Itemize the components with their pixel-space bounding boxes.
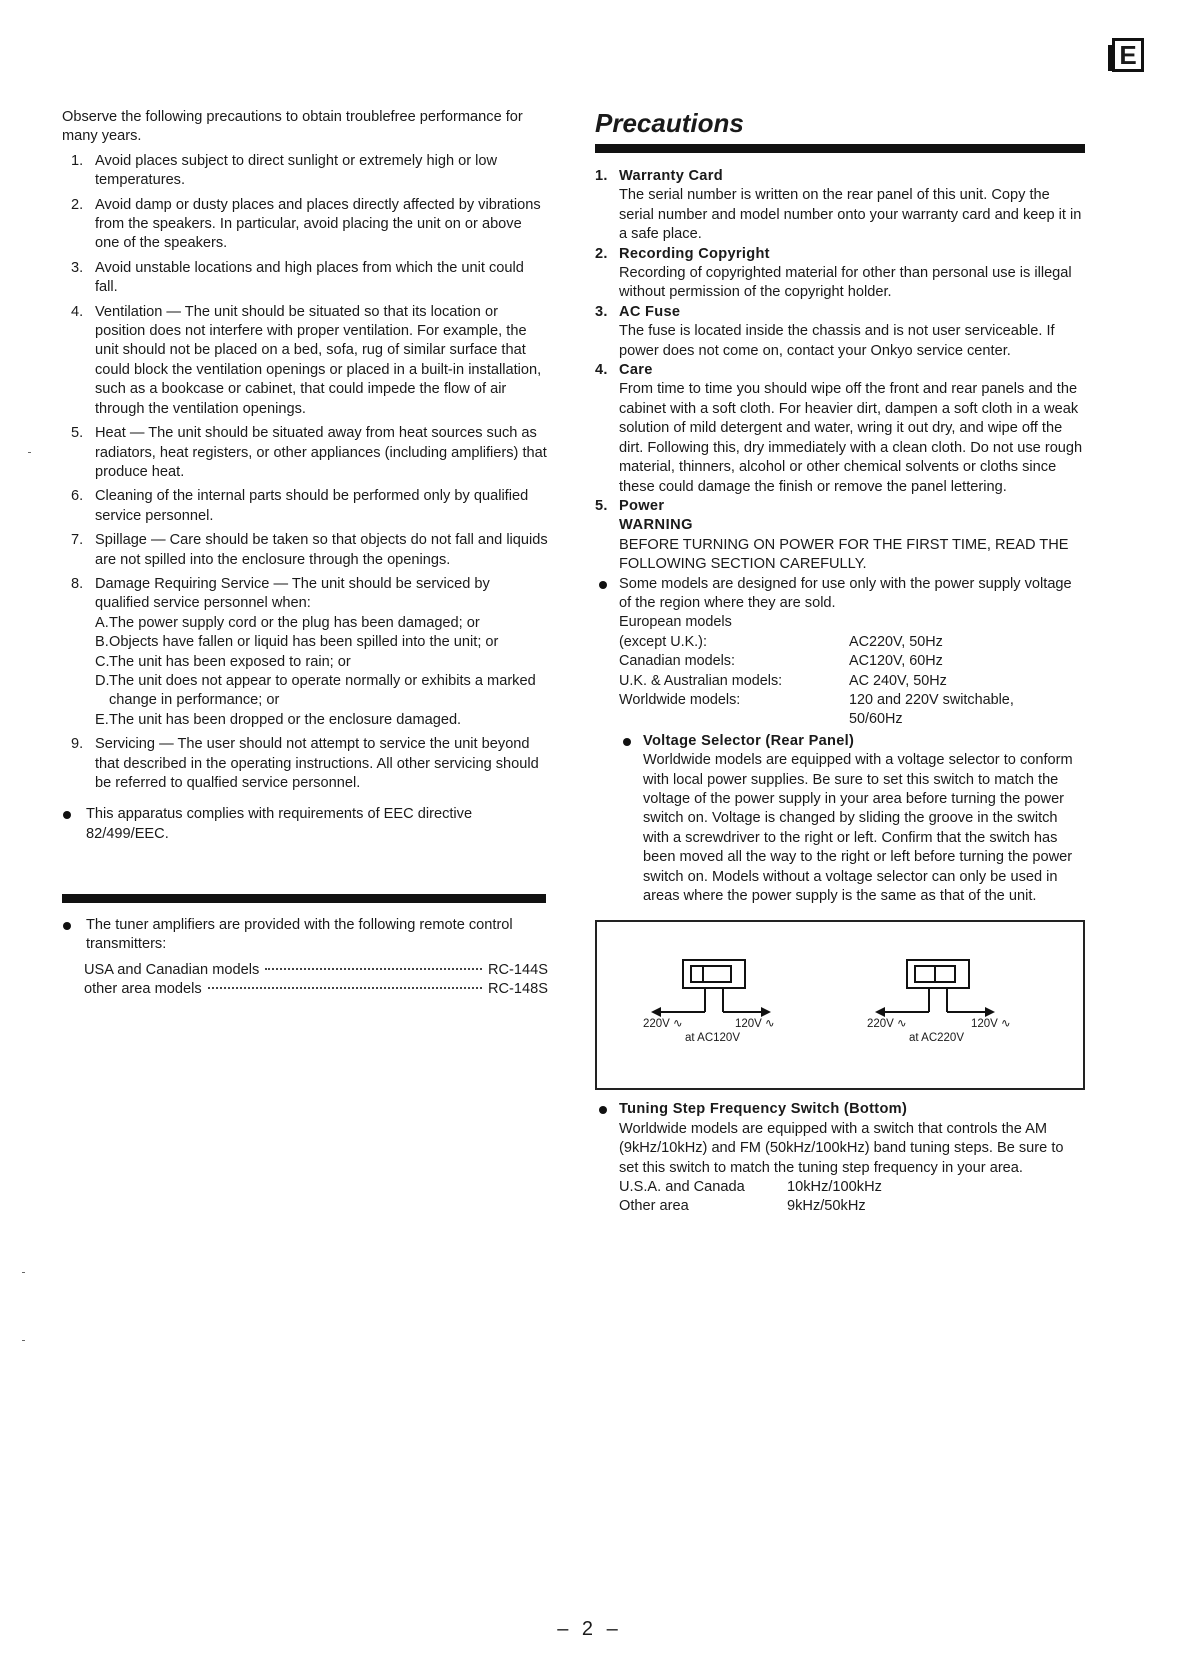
list-item: D. The unit does not appear to operate normally or exhibits a marked change in performance; or (95, 672, 536, 709)
page-title: Precautions (595, 108, 744, 138)
voltage-models-table (619, 613, 1029, 729)
list-item: B. Objects have fallen or liquid has been spilled into the unit; or (95, 634, 499, 651)
table-row: Worldwide models: 120 and 220V switchable, 50/60Hz (619, 691, 1014, 728)
remote-intro: The tuner amplifiers are provided with the following remote control transmitters: (62, 916, 548, 955)
switch-diagram-120v (643, 958, 843, 1078)
voltage-selector-diagram (595, 920, 1085, 1090)
list-item: 2. Avoid damp or dusty places and places directly affected by vibrations from the speakers. In particular, avoid placing the unit on or above one of the speakers. (71, 196, 541, 252)
list-item: 9. Servicing — The user should not attempt to service the unit beyond that described in the operating instructions. All other servicing should be referred to qualfied service personnel. (71, 736, 539, 791)
intro-text: Observe the following precautions to obtain troublefree performance for many years. (62, 109, 523, 145)
switch-caption: at AC120V (685, 1032, 740, 1045)
list-item: 6. Cleaning of the internal parts should be performed only by qualified service personnel. (71, 488, 529, 524)
left-column (62, 108, 548, 844)
list-item: E. The unit has been dropped or the enclosure damaged. (95, 711, 462, 728)
switch-label-220v: 220V ∿ (643, 1018, 683, 1031)
language-badge: E (1112, 38, 1144, 72)
section-divider (62, 894, 546, 903)
title-rule (595, 144, 1085, 153)
list-item: 4. Ventilation — The unit should be situated so that its location or position does not interfere with proper ventilation. For example, the unit should not be placed on a bed, sofa, rug of similar surface that could block the ventilation openings or placed in a built-in installation, such as a bookcase or cabinet, that could impede the flow of air through the ventilation openings. (71, 303, 542, 417)
list-item: 5. Heat — The unit should be situated away from heat sources such as radiators, heat registers, or other appliances (including amplifiers) that produce heat. (71, 425, 547, 480)
table-row: European models (619, 614, 732, 631)
switch-label-120v: 120V ∿ (971, 1018, 1011, 1031)
list-item: 7. Spillage — Care should be taken so that objects do not fall and liquids are not spilled into the enclosure through the openings. (71, 532, 548, 568)
table-row: U.K. & Australian models: AC 240V, 50Hz (619, 672, 947, 689)
page-number: – 2 – (557, 1618, 622, 1640)
section-ac-fuse: 3. AC Fuse The fuse is located inside the chassis and is not user serviceable. If power does not come on, contact your Onkyo service center. (595, 303, 1055, 359)
switch-label-120v: 120V ∿ (735, 1018, 775, 1031)
list-item: A. The power supply cord or the plug has been damaged; or (95, 614, 480, 631)
table-row: Canadian models: AC120V, 60Hz (619, 653, 943, 670)
section-recording-copyright: 2. Recording Copyright Recording of copyrighted material for other than personal use is illegal without permission of the copyright holder. (595, 245, 1072, 301)
remote-row: USA and Canadian models RC-144S (84, 961, 548, 978)
region-note: Some models are designed for use only with the power supply voltage of the region where they are sold. (595, 575, 1085, 614)
remote-control-block (62, 916, 548, 1000)
voltage-selector-note: Voltage Selector (Rear Panel) Worldwide models are equipped with a voltage selector to conform with local power supplies. Be sure to set this switch to match the voltage of the power supply in your area before turning the power switch on. Voltage is changed by sliding the groove in the switch with a screwdriver to the right or left. Confirm that the switch has been moved all the way to the right or left before turning the power switch on. Models without a voltage selector can only be used in areas where the power supply is the same as that of the unit. (619, 732, 1085, 907)
warning-text: BEFORE TURNING ON POWER FOR THE FIRST TIME, READ THE FOLLOWING SECTION CAREFULLY. (619, 536, 1069, 573)
section-warranty-card: 1. Warranty Card The serial number is written on the rear panel of this unit. Copy the serial number and model number onto your warranty card and keep it in a safe place. (595, 168, 1082, 243)
list-item: 1. Avoid places subject to direct sunlight or extremely high or low temperatures. (71, 152, 498, 189)
tuning-step-table: U.S.A. and Canada 10kHz/100kHz Other area 9kHz/50kHz (619, 1179, 882, 1215)
eec-compliance-note: This apparatus complies with requirements of EEC directive 82/499/EEC. (62, 805, 548, 844)
service-conditions-list (95, 614, 548, 730)
tuning-step-note: Tuning Step Frequency Switch (Bottom) Worldwide models are equipped with a switch that controls the AM (9kHz/10kHz) and FM (50kHz/100kHz) band tuning steps. Be sure to set this switch to match the tuning step frequency in your area. U.S.A. and Canada 10kHz/100kHz Other area 9kHz/50kHz (595, 1100, 1085, 1216)
warning-label: WARNING (619, 517, 694, 534)
table-row: (except U.K.): AC220V, 50Hz (619, 633, 943, 650)
list-item: 8. Damage Requiring Service — The unit should be serviced by qualified service personnel when: A. The power supply cord or the plug has been damaged; or B. Objects have fallen or liquid has been spilled into the unit; or C. The unit has been exposed to rain; or D. The unit does not appear to operate normally or exhibits a marked change in performance; or E. The unit has been dropped or the enclosure damaged. (62, 575, 548, 730)
list-item: 3. Avoid unstable locations and high places from which the unit could fall. (71, 259, 524, 296)
right-column (595, 108, 1085, 1217)
remote-row: other area models RC-148S (84, 981, 548, 998)
section-care: 4. Care From time to time you should wipe off the front and rear panels and the cabinet with a soft cloth. For heavier dirt, dampen a soft cloth in a weak solution of mild detergent and water, wring it out dry, and wipe off the dirt. Following this, dry immediately with a clean cloth. Do not use rough material, thinners, alcohol or other chemical solvents or cloths since these could damage the finish or remove the panel lettering. (595, 362, 1083, 495)
precaution-list (62, 152, 548, 794)
switch-label-220v: 220V ∿ (867, 1018, 907, 1031)
switch-caption: at AC220V (909, 1032, 964, 1045)
list-item: C. The unit has been exposed to rain; or (95, 653, 351, 670)
switch-diagram-220v (867, 958, 1067, 1078)
section-power: 5. Power WARNING BEFORE TURNING ON POWER FOR THE FIRST TIME, READ THE FOLLOWING SECTION CAREFULLY. (595, 497, 1085, 575)
